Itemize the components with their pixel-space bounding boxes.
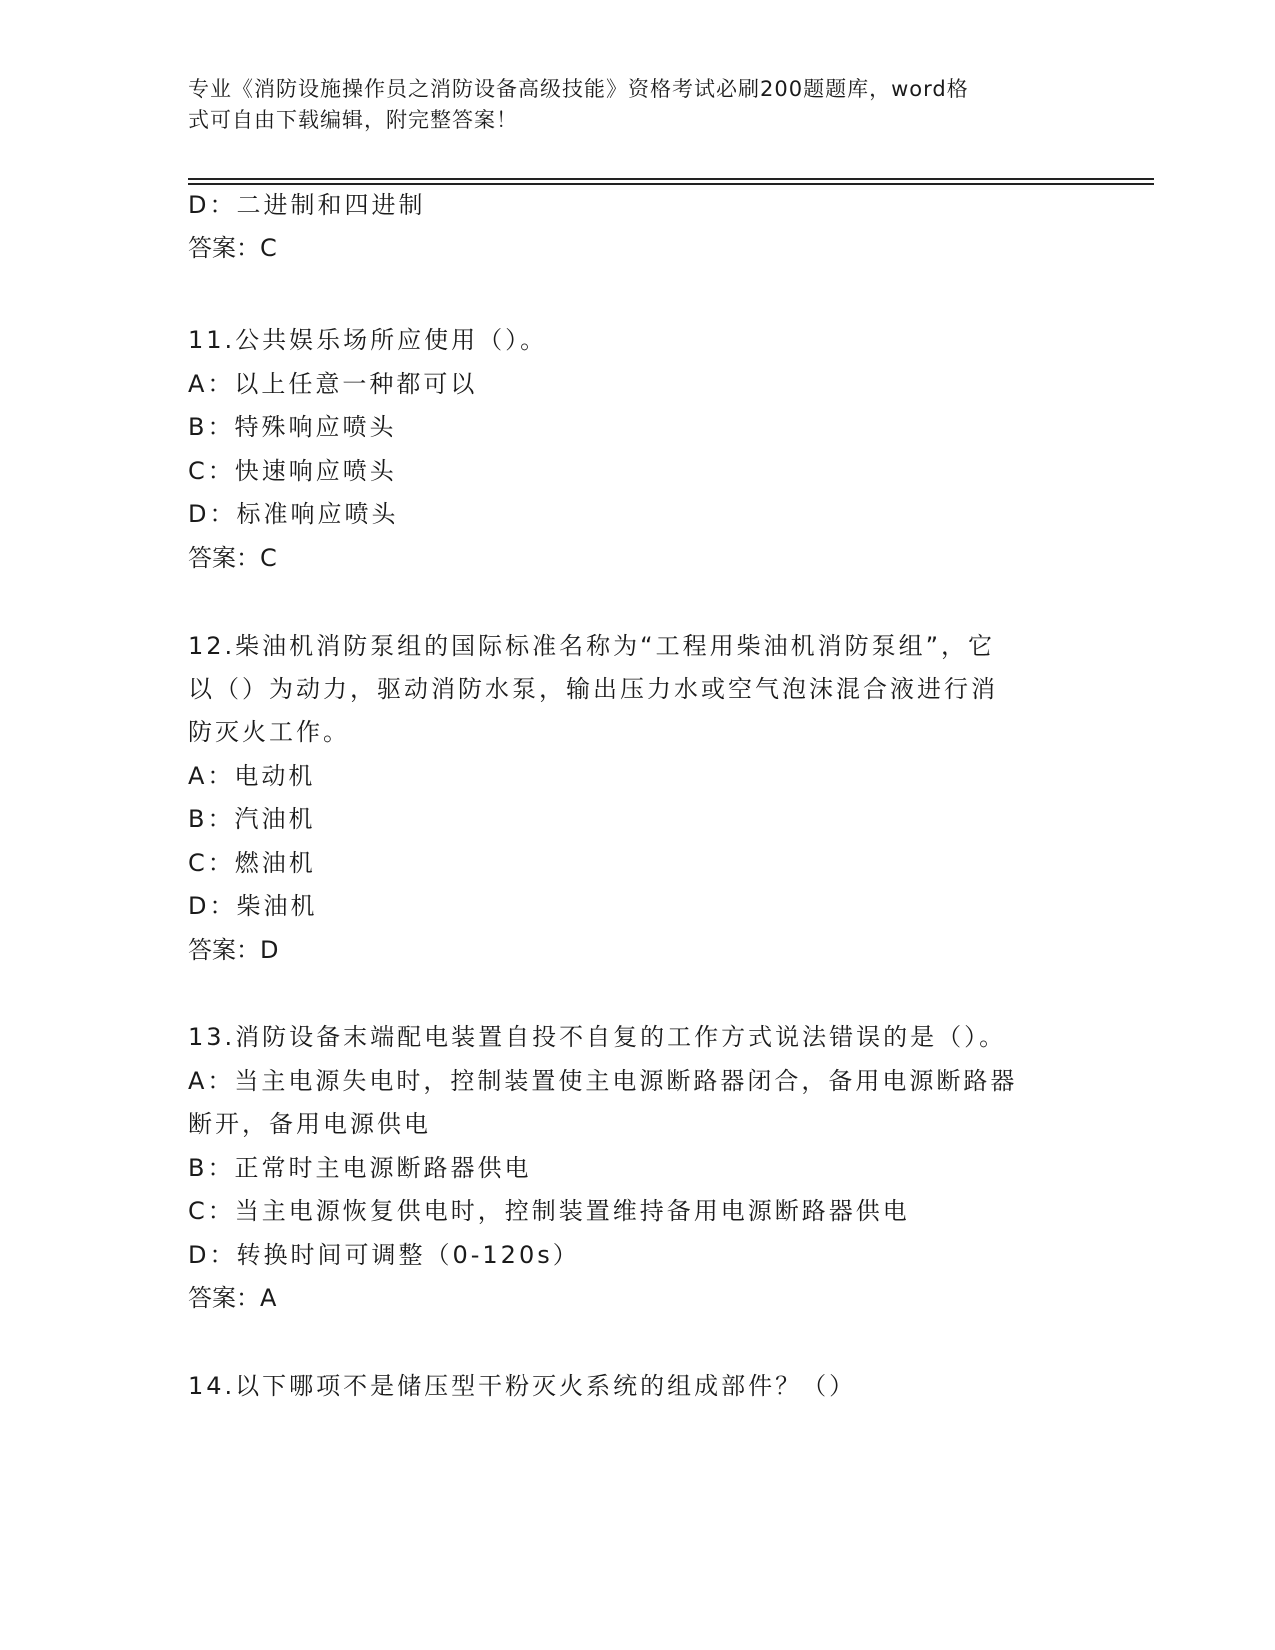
q10-answer: 答案：C: [188, 234, 277, 262]
q12-option-d: D：柴油机: [188, 892, 318, 920]
q12-stem-line-3: 防灭火工作。: [188, 718, 350, 746]
q11-option-b: B：特殊响应喷头: [188, 413, 397, 441]
q11-option-c: C：快速响应喷头: [188, 457, 397, 485]
q13-stem: 13.消防设备末端配电装置自投不自复的工作方式说法错误的是（）。: [188, 1023, 1007, 1051]
q13-option-a-line-2: 断开，备用电源供电: [188, 1110, 431, 1138]
header-line-1: 专业《消防设施操作员之消防设备高级技能》资格考试必刷200题题库，word格: [188, 77, 969, 101]
q12-option-c: C：燃油机: [188, 849, 316, 877]
header-divider-top: [188, 178, 1154, 180]
q13-option-b: B：正常时主电源断路器供电: [188, 1154, 532, 1182]
q11-answer: 答案：C: [188, 544, 277, 572]
q13-answer: 答案：A: [188, 1284, 277, 1312]
q13-option-c: C：当主电源恢复供电时，控制装置维持备用电源断路器供电: [188, 1197, 910, 1225]
q12-option-a: A：电动机: [188, 762, 316, 790]
q13-option-d: D：转换时间可调整（0-120s）: [188, 1241, 580, 1269]
q12-answer: 答案：D: [188, 936, 279, 964]
header-line-2: 式可自由下载编辑，附完整答案！: [188, 108, 518, 132]
q10-option-d: D：二进制和四进制: [188, 191, 426, 219]
q11-stem: 11.公共娱乐场所应使用（）。: [188, 326, 548, 354]
q11-option-a: A：以上任意一种都可以: [188, 370, 478, 398]
q12-stem-line-1: 12.柴油机消防泵组的国际标准名称为“工程用柴油机消防泵组”，它: [188, 632, 996, 660]
q13-option-a-line-1: A：当主电源失电时，控制装置使主电源断路器闭合，备用电源断路器: [188, 1067, 1018, 1095]
q12-option-b: B：汽油机: [188, 805, 316, 833]
q14-stem: 14.以下哪项不是储压型干粉灭火系统的组成部件？（）: [188, 1372, 857, 1400]
q11-option-d: D：标准响应喷头: [188, 500, 399, 528]
document-header: [188, 74, 1068, 136]
q12-stem-line-2: 以（）为动力，驱动消防水泵，输出压力水或空气泡沫混合液进行消: [188, 675, 998, 703]
